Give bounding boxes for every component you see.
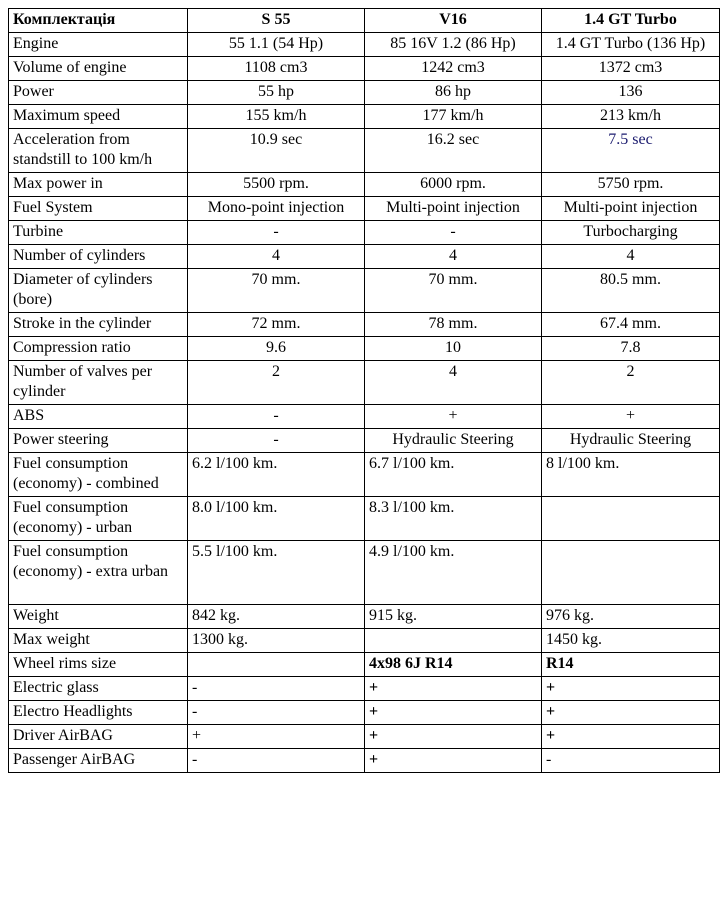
cell-value: 67.4 mm. (542, 313, 720, 337)
cell-value: 2 (542, 361, 720, 405)
cell-value: 10.9 sec (188, 129, 365, 173)
cell-value: 6.7 l/100 km. (365, 453, 542, 497)
cell-value: 4 (188, 245, 365, 269)
cell-value: 55 hp (188, 81, 365, 105)
cell-value: - (188, 677, 365, 701)
table-row (9, 429, 720, 453)
cell-value: - (188, 405, 365, 429)
table-row (9, 677, 720, 701)
cell-value: 2 (188, 361, 365, 405)
table-row (9, 749, 720, 773)
header-label: Комплектація (9, 9, 188, 33)
row-label: Power steering (9, 429, 188, 453)
cell-value: 5.5 l/100 km. (188, 541, 365, 605)
cell-value (188, 653, 365, 677)
cell-value: 136 (542, 81, 720, 105)
row-label: Driver AirBAG (9, 725, 188, 749)
cell-value: 5750 rpm. (542, 173, 720, 197)
model-name-gt-turbo: 1.4 GT Turbo (542, 9, 720, 33)
cell-value: 8.0 l/100 km. (188, 497, 365, 541)
cell-value: 70 mm. (365, 269, 542, 313)
row-label: Number of valves per cylinder (9, 361, 188, 405)
cell-value: 6000 rpm. (365, 173, 542, 197)
header-row (9, 9, 720, 33)
table-row (9, 269, 720, 313)
cell-value: Hydraulic Steering (365, 429, 542, 453)
table-row (9, 701, 720, 725)
row-label: Acceleration from standstill to 100 km/h (9, 129, 188, 173)
row-label: Number of cylinders (9, 245, 188, 269)
cell-value: + (542, 701, 720, 725)
cell-value: 70 mm. (188, 269, 365, 313)
cell-value: 80.5 mm. (542, 269, 720, 313)
cell-value: - (188, 429, 365, 453)
cell-value: 4x98 6J R14 (365, 653, 542, 677)
row-label: Passenger AirBAG (9, 749, 188, 773)
cell-value: 85 16V 1.2 (86 Hp) (365, 33, 542, 57)
cell-value: - (188, 701, 365, 725)
row-label: Max weight (9, 629, 188, 653)
cell-value: 55 1.1 (54 Hp) (188, 33, 365, 57)
table-row (9, 57, 720, 81)
cell-value: + (365, 405, 542, 429)
model-name-v16: V16 (365, 9, 542, 33)
cell-value: Multi-point injection (542, 197, 720, 221)
cell-value: + (365, 725, 542, 749)
cell-value: 4 (365, 361, 542, 405)
cell-value: 72 mm. (188, 313, 365, 337)
cell-value: 9.6 (188, 337, 365, 361)
cell-value: 7.8 (542, 337, 720, 361)
row-label: Fuel consumption (economy) - extra urban (9, 541, 188, 605)
cell-value (542, 541, 720, 605)
cell-value: Turbocharging (542, 221, 720, 245)
cell-value: 5500 rpm. (188, 173, 365, 197)
row-label: Volume of engine (9, 57, 188, 81)
cell-value: - (542, 749, 720, 773)
row-label: Max power in (9, 173, 188, 197)
row-label: Compression ratio (9, 337, 188, 361)
cell-value: + (542, 677, 720, 701)
table-row (9, 725, 720, 749)
cell-value: - (365, 221, 542, 245)
table-row (9, 497, 720, 541)
cell-value: + (365, 701, 542, 725)
cell-value: + (542, 405, 720, 429)
cell-value: - (188, 749, 365, 773)
cell-value: + (188, 725, 365, 749)
row-label: Weight (9, 605, 188, 629)
cell-value: 1450 kg. (542, 629, 720, 653)
cell-value: 915 kg. (365, 605, 542, 629)
table-row (9, 405, 720, 429)
table-row (9, 129, 720, 173)
cell-value: - (188, 221, 365, 245)
cell-value: 1108 cm3 (188, 57, 365, 81)
cell-value: 10 (365, 337, 542, 361)
cell-value: 4 (365, 245, 542, 269)
cell-value: 86 hp (365, 81, 542, 105)
row-label: ABS (9, 405, 188, 429)
cell-value (542, 497, 720, 541)
row-label: Engine (9, 33, 188, 57)
cell-value: 8 l/100 km. (542, 453, 720, 497)
row-label: Electro Headlights (9, 701, 188, 725)
row-label: Wheel rims size (9, 653, 188, 677)
table-row (9, 197, 720, 221)
cell-value (365, 629, 542, 653)
cell-value: 78 mm. (365, 313, 542, 337)
table-row (9, 81, 720, 105)
cell-value: 4.9 l/100 km. (365, 541, 542, 605)
table-row (9, 245, 720, 269)
cell-value: Mono-point injection (188, 197, 365, 221)
row-label: Maximum speed (9, 105, 188, 129)
row-label: Stroke in the cylinder (9, 313, 188, 337)
cell-value: 8.3 l/100 km. (365, 497, 542, 541)
cell-value-highlight: 7.5 sec (542, 129, 720, 173)
row-label: Electric glass (9, 677, 188, 701)
cell-value: 842 kg. (188, 605, 365, 629)
row-label: Fuel consumption (economy) - urban (9, 497, 188, 541)
table-row (9, 173, 720, 197)
table-row (9, 221, 720, 245)
cell-value: R14 (542, 653, 720, 677)
cell-value: + (365, 677, 542, 701)
row-label: Turbine (9, 221, 188, 245)
cell-value: 976 kg. (542, 605, 720, 629)
table-row (9, 337, 720, 361)
cell-value: 213 km/h (542, 105, 720, 129)
table-row (9, 361, 720, 405)
cell-value: 16.2 sec (365, 129, 542, 173)
cell-value: Multi-point injection (365, 197, 542, 221)
table-row (9, 313, 720, 337)
cell-value: 4 (542, 245, 720, 269)
cell-value: 155 km/h (188, 105, 365, 129)
table-row (9, 629, 720, 653)
cell-value: 177 km/h (365, 105, 542, 129)
table-row (9, 541, 720, 605)
cell-value: Hydraulic Steering (542, 429, 720, 453)
row-label: Fuel System (9, 197, 188, 221)
cell-value: 6.2 l/100 km. (188, 453, 365, 497)
model-name-s55: S 55 (188, 9, 365, 33)
cell-value: 1.4 GT Turbo (136 Hp) (542, 33, 720, 57)
specifications-table (8, 8, 720, 773)
table-row (9, 653, 720, 677)
row-label: Diameter of cylinders (bore) (9, 269, 188, 313)
table-row (9, 453, 720, 497)
row-label: Fuel consumption (economy) - combined (9, 453, 188, 497)
cell-value: 1372 cm3 (542, 57, 720, 81)
table-row (9, 33, 720, 57)
row-label: Power (9, 81, 188, 105)
cell-value: 1242 cm3 (365, 57, 542, 81)
cell-value: 1300 kg. (188, 629, 365, 653)
cell-value: + (365, 749, 542, 773)
table-row (9, 605, 720, 629)
cell-value: + (542, 725, 720, 749)
table-row (9, 105, 720, 129)
